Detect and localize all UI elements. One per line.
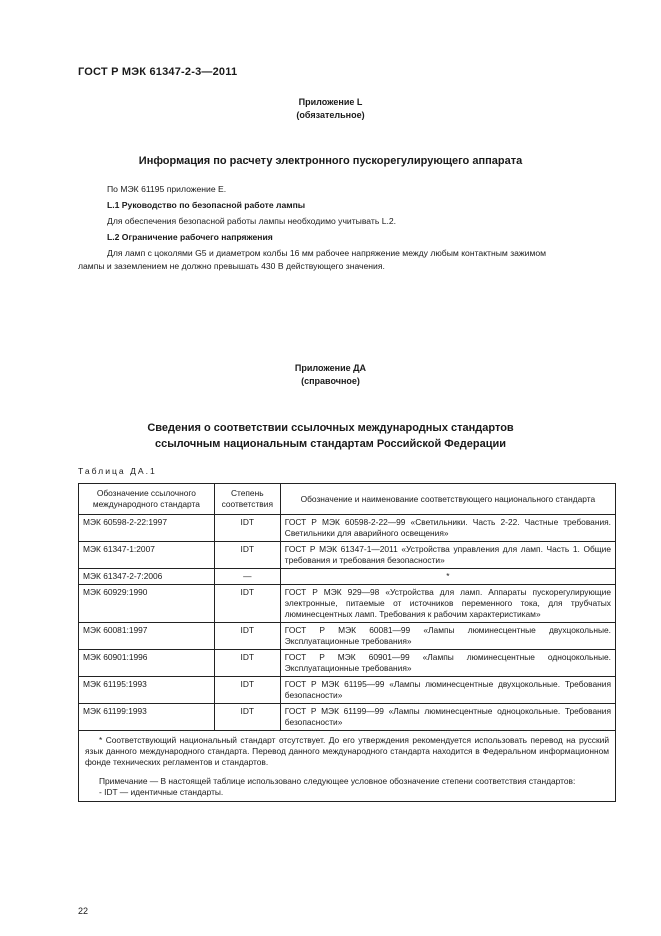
cell-intl: МЭК 61195:1993 [79, 677, 215, 704]
cell-intl: МЭК 60929:1990 [79, 585, 215, 623]
document-header: ГОСТ Р МЭК 61347-2-3—2011 [78, 66, 238, 78]
table-row [79, 650, 616, 677]
cell-degree: IDT [214, 623, 280, 650]
annex-da-name: Приложение ДА [294, 363, 367, 373]
column-header-national: Обозначение и наименование соответствующего национального стандарта [280, 484, 615, 515]
cell-national: ГОСТ Р МЭК 60901—99 «Лампы люминесцентные одноцокольные. Эксплуатационные требования» [280, 650, 615, 677]
cell-national: ГОСТ Р МЭК 61195—99 «Лампы люминесцентные двухцокольные. Требования безопасности» [280, 677, 615, 704]
annex-l-intro: По МЭК 61195 приложение Е. [107, 184, 227, 194]
table-row [79, 515, 616, 542]
cell-national: ГОСТ Р МЭК 60598-2-22—99 «Светильники. Часть 2-22. Частные требования. Светильники для аварийного освещения» [280, 515, 615, 542]
cell-degree: IDT [214, 704, 280, 731]
table-caption: Таблица ДА.1 [78, 466, 157, 476]
annex-da-status: (справочное) [301, 376, 360, 386]
cell-intl: МЭК 61199:1993 [79, 704, 215, 731]
column-header-intl: Обозначение ссылочного международного стандарта [79, 484, 215, 515]
table-row [79, 542, 616, 569]
section-l2-text-line1: Для ламп с цоколями G5 и диаметром колбы 16 мм рабочее напряжение между любым контактным зажимом [107, 248, 547, 258]
cell-national: ГОСТ Р МЭК 61199—99 «Лампы люминесцентные одноцокольные. Требования безопасности» [280, 704, 615, 731]
annex-da-title-line2: ссылочным национальным стандартам Российской Федерации [154, 438, 507, 450]
cell-intl: МЭК 60598-2-22:1997 [79, 515, 215, 542]
table-note: Примечание — В настоящей таблице использовано следующее условное обозначение степени соответствия стандартов: [99, 776, 576, 786]
cell-national: ГОСТ Р МЭК 61347-1—2011 «Устройства управления для ламп. Часть 1. Общие требования и требования безопасности» [280, 542, 615, 569]
cell-degree: IDT [214, 515, 280, 542]
table-row [79, 623, 616, 650]
table-row [79, 585, 616, 623]
cell-degree: IDT [214, 585, 280, 623]
cell-national: ГОСТ Р МЭК 60081—99 «Лампы люминесцентные двухцокольные. Эксплуатационные требования» [280, 623, 615, 650]
table-note-item: - IDT — идентичные стандарты. [99, 787, 224, 797]
annex-l-heading [0, 96, 661, 122]
table-row [79, 704, 616, 731]
page-number: 22 [78, 906, 89, 916]
table-footnote: * Соответствующий национальный стандарт отсутствует. До его утверждения рекомендуется использовать перевод на русский язык данного международного стандарта. Перевод данного международного стандарта находится в Федеральном информационном фонде технических регламентов и стандартов. [85, 735, 609, 767]
correspondence-table [78, 483, 616, 802]
section-l1-text: Для обеспечения безопасной работы лампы необходимо учитывать L.2. [107, 216, 397, 226]
annex-l-name: Приложение L [298, 97, 363, 107]
annex-da-heading [0, 362, 661, 388]
table-row [79, 569, 616, 585]
table-row [79, 677, 616, 704]
annex-l-status: (обязательное) [296, 110, 365, 120]
cell-degree: IDT [214, 677, 280, 704]
annex-da-title [0, 420, 661, 452]
cell-degree: — [214, 569, 280, 585]
cell-intl: МЭК 61347-1:2007 [79, 542, 215, 569]
table-header-row [79, 484, 616, 515]
cell-national: * [280, 569, 615, 585]
annex-da-title-line1: Сведения о соответствии ссылочных международных стандартов [147, 422, 514, 434]
section-l2-text-line2: лампы и заземлением не должно превышать 430 В действующего значения. [78, 261, 385, 271]
cell-intl: МЭК 60081:1997 [79, 623, 215, 650]
cell-intl: МЭК 61347-2-7:2006 [79, 569, 215, 585]
section-l1-heading: L.1 Руководство по безопасной работе лампы [107, 200, 306, 210]
cell-national: ГОСТ Р МЭК 929—98 «Устройства для ламп. Аппараты пускорегулирующие электронные, питаемые от источников переменного тока, для трубчатых люминесцентных ламп. Требования к рабочим характеристикам» [280, 585, 615, 623]
cell-intl: МЭК 60901:1996 [79, 650, 215, 677]
table-footnote-row [79, 731, 616, 802]
cell-degree: IDT [214, 650, 280, 677]
section-l2-heading: L.2 Ограничение рабочего напряжения [107, 232, 273, 242]
annex-l-title: Информация по расчету электронного пускорегулирующего аппарата [138, 155, 523, 167]
column-header-degree: Степень соответствия [214, 484, 280, 515]
cell-degree: IDT [214, 542, 280, 569]
